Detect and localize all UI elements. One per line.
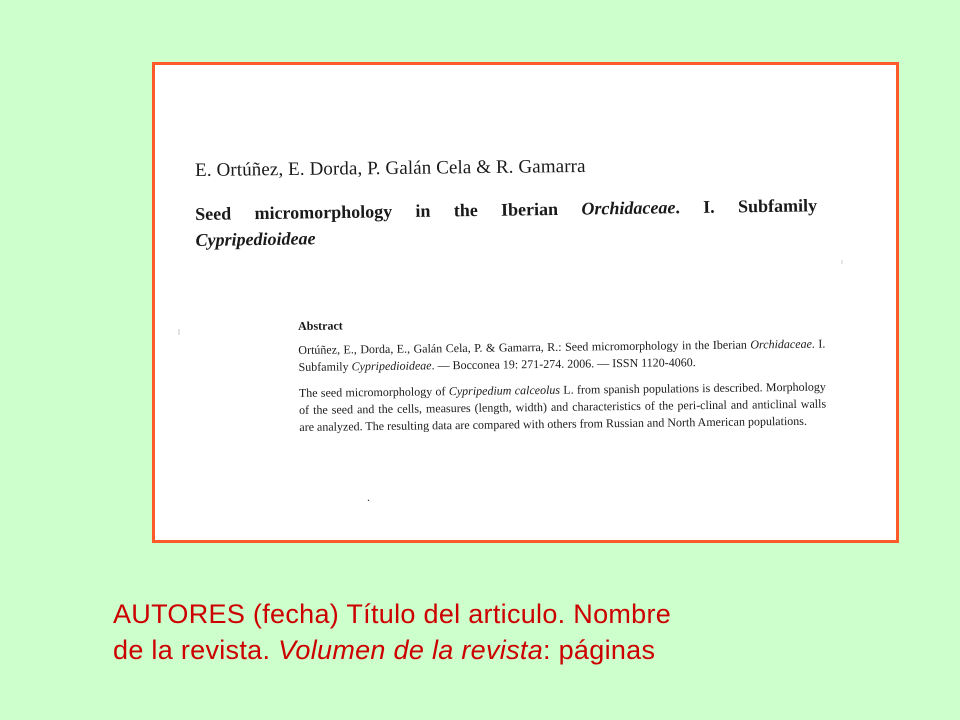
citation-format-caption <box>113 596 893 668</box>
citation-text: . I. Subfamily <box>298 336 826 374</box>
abstract-section <box>298 313 826 436</box>
caption-line-1: AUTORES (fecha) Título del articulo. Nombre <box>113 599 672 629</box>
article-first-page <box>155 65 896 540</box>
citation-italic: Orchidaceae <box>750 336 812 352</box>
scan-artifact-left <box>178 329 180 335</box>
caption-line-2-prefix: de la revista. <box>113 635 279 665</box>
title-word: I. <box>703 196 715 217</box>
title-taxon-italic: Orchidaceae <box>581 197 676 219</box>
title-word: micromorphology <box>254 201 393 224</box>
abstract-text: L. from spanish populations is described. Morphology of the seed and the cells, measures (length, width) and characteristics of the peri-clinal and anticlinal walls are analyzed. The resulting data are compared with others from Russian and North American populations. <box>299 379 827 434</box>
article-title <box>195 192 836 253</box>
title-word-taxon <box>581 194 680 221</box>
stray-mark: . <box>367 490 370 504</box>
citation-italic: Cypripedioideae <box>351 358 432 374</box>
abstract-body <box>299 379 827 436</box>
citation-text: . — Bocconea 19: 271-274. 2006. — ISSN 1120-4060. <box>431 355 696 373</box>
title-word: the <box>453 200 478 221</box>
abstract-species-italic: Cypripedium calceolus <box>448 382 561 399</box>
scan-artifact-right <box>841 260 843 264</box>
abstract-heading: Abstract <box>298 318 343 333</box>
title-word: Subfamily <box>737 195 818 217</box>
citation-text: Ortúñez, E., Dorda, E., Galán Cela, P. & Gamarra, R.: Seed micromorphology in the Iberian <box>298 337 751 357</box>
title-word: Iberian <box>500 198 559 220</box>
title-word: Seed <box>195 203 232 224</box>
abstract-text: The seed micromorphology of <box>298 384 449 400</box>
caption-line-2 <box>113 632 893 668</box>
caption-line-2-suffix: : páginas <box>543 635 656 665</box>
title-word: in <box>415 200 431 221</box>
article-scan-frame <box>152 62 899 543</box>
article-authors: E. Ortúñez, E. Dorda, P. Galán Cela & R. Gamarra <box>195 155 586 181</box>
article-title-line-2: Cypripedioideae <box>195 228 316 250</box>
caption-line-2-italic: Volumen de la revista <box>278 635 544 665</box>
title-taxon-suffix: . <box>675 197 681 218</box>
abstract-citation <box>298 336 825 376</box>
